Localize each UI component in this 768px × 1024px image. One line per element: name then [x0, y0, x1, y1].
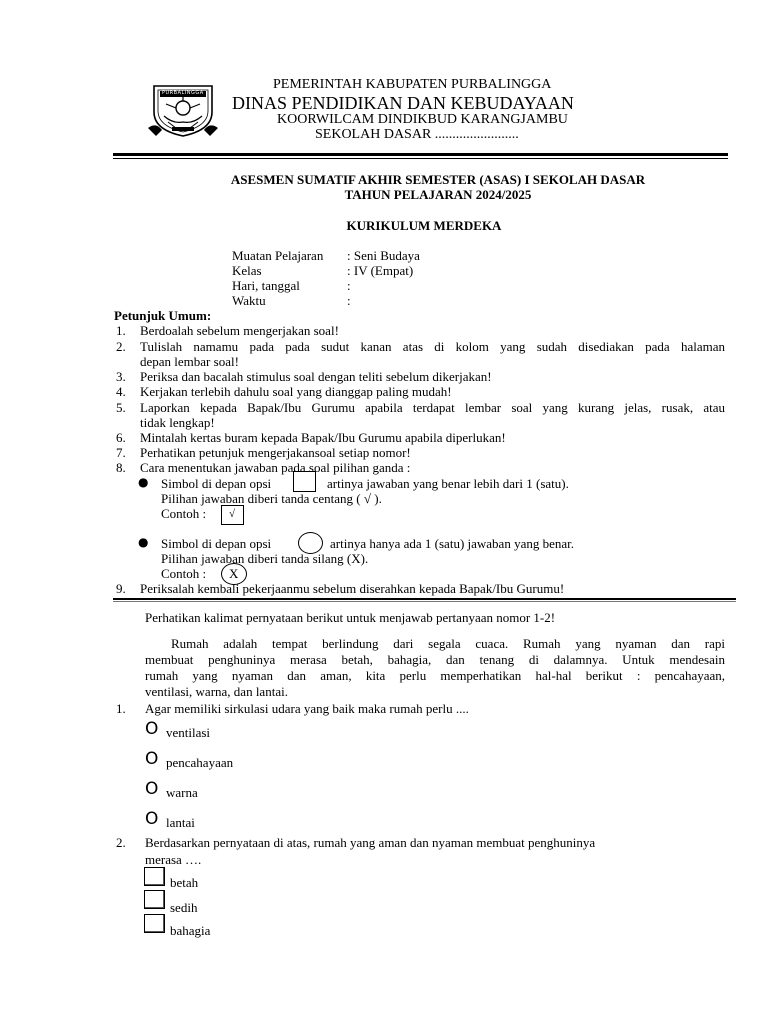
section-divider	[113, 598, 736, 600]
instruction-text: Kerjakan terlebih dahulu soal yang dianggap paling mudah!	[140, 384, 452, 399]
bullet-text: Simbol di depan opsi	[161, 476, 272, 491]
radio-icon[interactable]: O	[145, 749, 159, 769]
instruction-number: 1.	[116, 323, 126, 338]
option-label: sedih	[170, 900, 198, 915]
question-text: Berdasarkan pernyataan di atas, rumah yang aman dan nyaman membuat penghuninya	[145, 835, 596, 850]
example-label: Contoh :	[161, 506, 207, 521]
option-label: lantai	[166, 815, 195, 830]
info-label: Hari, tanggal	[232, 278, 300, 293]
info-label: Muatan Pelajaran	[232, 248, 324, 263]
option-label: pencahayaan	[166, 755, 234, 770]
checkbox-symbol	[293, 471, 316, 492]
instruction-text: Berdoalah sebelum mengerjakan soal!	[140, 323, 339, 338]
question-number: 2.	[116, 835, 126, 850]
instruction-text: depan lembar soal!	[140, 354, 239, 369]
option-label: warna	[166, 785, 198, 800]
question-text: Agar memiliki sirkulasi udara yang baik maka rumah perlu ....	[145, 701, 469, 716]
instruction-number: 3.	[116, 369, 126, 384]
logo-text: PURBALINGGA	[162, 90, 204, 96]
stimulus-line: ventilasi, warna, dan lantai.	[145, 684, 288, 699]
bullet-text: artinya jawaban yang benar lebih dari 1 (satu).	[327, 476, 569, 491]
curriculum-title: KURIKULUM MERDEKA	[346, 218, 502, 233]
instruction-number: 9.	[116, 581, 126, 596]
example-label: Contoh :	[161, 566, 207, 581]
instructions-heading: Petunjuk Umum:	[114, 308, 212, 323]
question-text: merasa ….	[145, 852, 202, 867]
header-district: KOORWILCAM DINDIKBUD KARANGJAMBU	[277, 112, 568, 127]
question-number: 1.	[116, 701, 126, 716]
info-value: :	[347, 293, 351, 308]
instruction-text: Tulislah namamu pada pada sudut kanan atas di kolom yang sudah disediakan pada halaman	[140, 339, 725, 354]
option-label: bahagia	[170, 923, 211, 938]
stimulus-line: membuat penghuninya merasa betah, bahagia, dan tenang di dalamnya. Untuk mendesain	[145, 652, 725, 667]
cross-mark-icon: X	[229, 566, 239, 581]
instruction-text: Laporkan kepada Bapak/Ibu Gurumu apabila terdapat lembar soal yang kurang jelas, rusak, atau	[140, 400, 725, 415]
stimulus-intro: Perhatikan kalimat pernyataan berikut untuk menjawab pertanyaan nomor 1-2!	[145, 610, 556, 625]
bullet-text: artinya hanya ada 1 (satu) jawaban yang benar.	[330, 536, 575, 551]
checkmark-icon: √	[229, 508, 236, 520]
stimulus-line: Rumah adalah tempat berlindung dari segala cuaca. Rumah yang nyaman dan rapi	[171, 636, 725, 651]
checkbox-example	[221, 505, 244, 525]
header-agency: DINAS PENDIDIKAN DAN KEBUDAYAAN	[232, 93, 574, 113]
instruction-number: 5.	[116, 400, 126, 415]
instruction-text: Perhatikan petunjuk mengerjakansoal setiap nomor!	[140, 445, 411, 460]
checkbox-icon[interactable]	[144, 867, 165, 886]
info-value: :	[347, 278, 351, 293]
info-value: : IV (Empat)	[347, 263, 414, 278]
exam-title: ASESMEN SUMATIF AKHIR SEMESTER (ASAS) I SEKOLAH DASAR	[230, 172, 646, 187]
info-label: Kelas	[232, 263, 262, 278]
instruction-number: 4.	[116, 384, 126, 399]
header-school: SEKOLAH DASAR ........................	[315, 127, 519, 142]
section-divider-thin	[113, 601, 736, 602]
instruction-text: Cara menentukan jawaban pada soal pilihan ganda :	[140, 460, 411, 475]
instruction-text: Periksa dan bacalah stimulus soal dengan teliti sebelum dikerjakan!	[140, 369, 492, 384]
header-divider-thin	[113, 158, 728, 159]
radio-icon[interactable]: O	[145, 719, 159, 739]
option-label: betah	[170, 875, 199, 890]
radio-icon[interactable]: O	[145, 779, 159, 799]
checkbox-icon[interactable]	[144, 890, 165, 909]
stimulus-line: rumah yang nyaman dan aman, kita perlu memperhatikan hal-hal berikut : pencahayaan,	[145, 668, 725, 683]
bullet-text: Simbol di depan opsi	[161, 536, 272, 551]
instruction-text: Periksalah kembali pekerjaanmu sebelum diserahkan kepada Bapak/Ibu Gurumu!	[140, 581, 565, 596]
exam-year: TAHUN PELAJARAN 2024/2025	[344, 187, 532, 202]
instruction-text: Mintalah kertas buram kepada Bapak/Ibu Gurumu apabila diperlukan!	[140, 430, 506, 445]
radio-icon[interactable]: O	[145, 809, 159, 829]
info-value: : Seni Budaya	[347, 248, 420, 263]
school-logo	[148, 78, 218, 140]
header-government: PEMERINTAH KABUPATEN PURBALINGGA	[273, 77, 552, 92]
checkbox-icon[interactable]	[144, 914, 165, 933]
header-divider	[113, 153, 728, 156]
instruction-number: 6.	[116, 430, 126, 445]
crest-icon	[148, 78, 218, 140]
bullet-icon: ●	[138, 475, 149, 489]
bullet-icon: ●	[138, 535, 149, 549]
info-label: Waktu	[232, 293, 266, 308]
option-label: ventilasi	[166, 725, 211, 740]
instruction-number: 7.	[116, 445, 126, 460]
instruction-number: 8.	[116, 460, 126, 475]
instruction-number: 2.	[116, 339, 126, 354]
bullet-text: Pilihan jawaban diberi tanda centang ( √ ).	[161, 491, 382, 506]
bullet-text: Pilihan jawaban diberi tanda silang (X).	[161, 551, 369, 566]
instruction-text: tidak lengkap!	[140, 415, 215, 430]
